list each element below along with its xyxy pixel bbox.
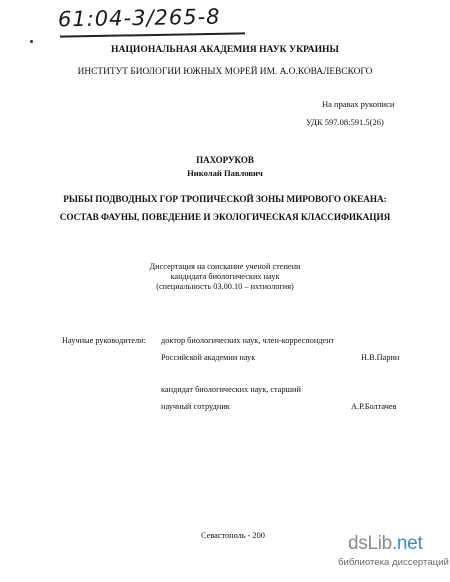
institute-heading: ИНСТИТУТ БИОЛОГИИ ЮЖНЫХ МОРЕЙ ИМ. А.О.КОВАЛЕВСКОГО: [77, 67, 373, 77]
thesis-title-line-2: СОСТАВ ФАУНЫ, ПОВЕДЕНИЕ И ЭКОЛОГИЧЕСКАЯ КЛАССИФИКАЦИЯ: [59, 212, 391, 222]
author-surname: ПАХОРУКОВ: [196, 155, 254, 165]
supervisor-2-name: А.Р.Болтачев: [351, 402, 397, 411]
author-name: Николай Павлович: [187, 168, 263, 178]
udk-code: УДК 597.08:591.5(26): [306, 117, 384, 127]
dslib-logo[interactable]: [348, 533, 422, 555]
thesis-title-line-1: РЫБЫ ПОДВОДНЫХ ГОР ТРОПИЧЕСКОЙ ЗОНЫ МИРОВОГО ОКЕАНА:: [63, 194, 387, 204]
handwritten-stamp: 61:04-3/265-8: [57, 4, 221, 32]
supervisor-2-position: научный сотрудник: [161, 402, 230, 411]
supervisor-1-affiliation: Российской академии наук: [161, 353, 256, 362]
city-year: Севастополь - 200: [201, 531, 265, 540]
supervisor-2-title: кандидат биологических наук, старший: [161, 385, 301, 394]
supervisor-1-title: доктор биологических наук, член-корреспондент: [161, 336, 335, 345]
dslib-watermark[interactable]: [338, 533, 449, 569]
supervisor-1-name: Н.В.Парин: [361, 353, 400, 362]
stamp-underline: [60, 32, 245, 37]
dissertation-line-1: Диссертация на соискание ученой степени: [149, 262, 301, 271]
logo-accent: .net: [391, 533, 423, 554]
logo-main: dsLib: [348, 533, 392, 554]
margin-mark: [30, 40, 33, 43]
supervisors-label: Научные руководители:: [62, 336, 146, 345]
dslib-subtitle: библиотека диссертаций: [338, 557, 449, 568]
dissertation-line-3: (специальность 03.00.10 – ихтиология): [156, 282, 294, 291]
dissertation-line-2: кандидата биологических наук: [170, 272, 280, 281]
academy-heading: НАЦИОНАЛЬНАЯ АКАДЕМИЯ НАУК УКРАИНЫ: [111, 44, 339, 55]
manuscript-rights: На правах рукописи: [322, 99, 395, 109]
